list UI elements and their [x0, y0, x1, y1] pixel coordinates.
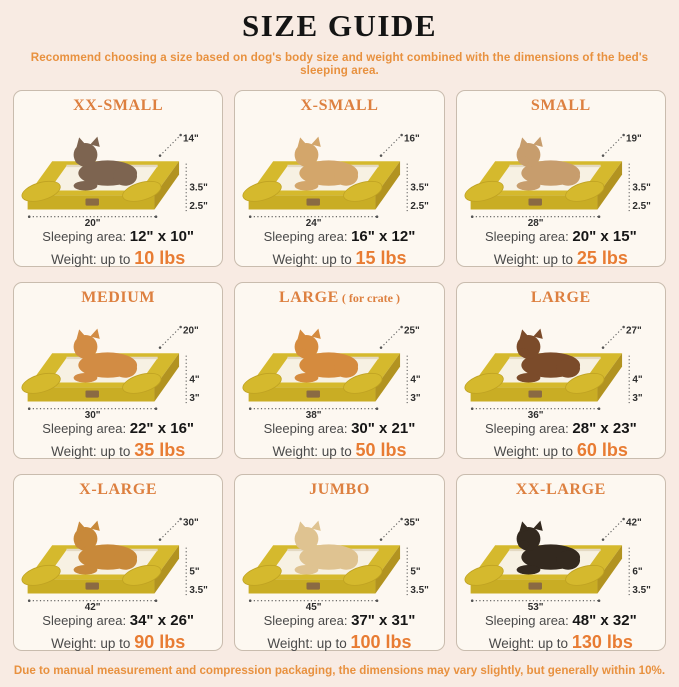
dim-dot [598, 599, 601, 602]
dim-dot [249, 407, 252, 410]
size-card-title [531, 288, 591, 308]
dim-line-depth [160, 327, 181, 348]
sleeping-area-line [264, 419, 416, 439]
size-card-title [79, 480, 157, 500]
size-card [13, 282, 223, 459]
size-grid [13, 90, 666, 651]
sleeping-area-value: 28" x 23" [572, 420, 637, 437]
sleeping-area-value: 30" x 21" [351, 420, 416, 437]
dim-dot [622, 134, 625, 137]
size-name: XX-LARGE [515, 481, 606, 498]
size-card [456, 474, 666, 651]
dim-dot [622, 518, 625, 521]
size-name: MEDIUM [81, 289, 156, 306]
dim-depth-label: 35" [404, 517, 421, 529]
dim-dot [376, 599, 379, 602]
size-name: LARGE [279, 289, 339, 306]
dim-base-height-label: 2.5" [189, 200, 208, 212]
sleeping-area-value: 48" x 32" [572, 612, 637, 629]
weight-value: 10 lbs [134, 248, 186, 268]
size-name-suffix: ( for crate ) [338, 291, 400, 305]
dim-dot [159, 346, 162, 349]
dim-bolster-height-label: 6" [632, 566, 643, 578]
bed-brand-tag [307, 390, 320, 397]
size-card-title [309, 480, 370, 500]
dim-depth-label: 14" [183, 133, 199, 145]
dim-dot [155, 215, 158, 218]
sleeping-area-value: 22" x 16" [129, 420, 195, 437]
dim-dot [180, 134, 183, 137]
dim-dot [598, 407, 601, 410]
dim-dot [180, 326, 183, 329]
dim-base-height-label: 3" [632, 392, 643, 404]
sleeping-area-value: 16" x 12" [351, 228, 416, 245]
dim-bolster-height-label: 3.5" [410, 182, 430, 194]
weight-line [494, 439, 628, 463]
dim-bolster-height-label: 3.5" [189, 182, 208, 194]
dim-dot [598, 215, 601, 218]
bed-brand-tag [86, 198, 99, 205]
dim-dot [471, 215, 474, 218]
weight-line [267, 631, 411, 655]
size-card [456, 282, 666, 459]
dog-bed-drawing [239, 500, 439, 611]
dim-dot [249, 215, 252, 218]
bed-illustration [18, 308, 218, 419]
page-subtitle: Recommend choosing a size based on dog's body size and weight combined with the dimensions of the bed's sleeping area. [30, 51, 649, 77]
size-card [234, 90, 444, 267]
weight-label: Weight: up to [488, 636, 569, 651]
dim-dot [380, 538, 383, 541]
bed-illustration [18, 500, 218, 611]
weight-label: Weight: up to [272, 444, 352, 459]
dim-base-height-label: 3" [189, 392, 200, 404]
dim-dot [380, 346, 383, 349]
sleeping-area-line [42, 419, 194, 439]
dim-dot [376, 407, 379, 410]
dim-line-depth [160, 519, 181, 540]
dim-line-depth [603, 327, 624, 348]
dim-line-depth [382, 327, 403, 348]
dim-bolster-height-label: 4" [189, 374, 200, 386]
dim-depth-label: 20" [183, 325, 199, 337]
dim-base-height-label: 3.5" [410, 584, 430, 596]
sleeping-area-label: Sleeping area: [42, 613, 127, 628]
page-title: SIZE GUIDE [241, 8, 438, 43]
dim-base-height-label: 2.5" [410, 200, 430, 212]
sleeping-area-label: Sleeping area: [484, 421, 569, 436]
weight-value: 50 lbs [355, 440, 407, 460]
dog-bed-drawing [18, 308, 218, 419]
dog-bed-drawing [461, 308, 661, 419]
size-card-title [81, 288, 155, 308]
dim-base-height-label: 2.5" [632, 200, 651, 212]
bed-brand-tag [528, 390, 541, 397]
bed-illustration [18, 116, 218, 227]
weight-line [489, 631, 633, 655]
bed-illustration [461, 500, 661, 611]
sleeping-area-label: Sleeping area: [484, 613, 569, 628]
bed-brand-tag [528, 198, 541, 205]
dim-bolster-height-label: 3.5" [632, 182, 651, 194]
dim-dot [380, 154, 383, 157]
weight-value: 100 lbs [350, 632, 412, 652]
sleeping-area-line [42, 227, 194, 247]
weight-line [272, 247, 406, 271]
dim-depth-label: 30" [183, 517, 199, 529]
dim-line-depth [603, 135, 624, 156]
dim-dot [622, 326, 625, 329]
size-card [13, 90, 223, 267]
dim-width-label: 53" [527, 602, 544, 611]
dim-bolster-height-label: 5" [410, 566, 422, 578]
size-card [13, 474, 223, 651]
weight-value: 15 lbs [355, 248, 407, 268]
dim-dot [401, 326, 404, 329]
bed-illustration [239, 308, 439, 419]
weight-line [494, 247, 628, 271]
dim-dot [602, 154, 605, 157]
dim-dot [155, 599, 158, 602]
sleeping-area-line [42, 611, 194, 631]
dim-dot [471, 599, 474, 602]
weight-value: 60 lbs [576, 440, 628, 460]
sleeping-area-value: 12" x 10" [129, 228, 195, 245]
dim-dot [28, 407, 31, 410]
dim-dot [159, 538, 162, 541]
dim-dot [180, 518, 183, 521]
dog-bed-drawing [461, 500, 661, 611]
dim-depth-label: 27" [625, 325, 642, 337]
dim-dot [155, 407, 158, 410]
size-name: X-LARGE [79, 481, 158, 498]
weight-line [51, 439, 185, 463]
sleeping-area-value: 20" x 15" [572, 228, 637, 245]
weight-value: 35 lbs [134, 440, 186, 460]
bed-illustration [239, 500, 439, 611]
dim-width-label: 28" [527, 218, 544, 227]
size-card [234, 474, 444, 651]
sleeping-area-label: Sleeping area: [263, 613, 348, 628]
bed-illustration [461, 116, 661, 227]
dim-base-height-label: 3.5" [189, 584, 208, 596]
dim-line-depth [382, 519, 403, 540]
dog-bed-drawing [461, 116, 661, 227]
dim-base-height-label: 3.5" [632, 584, 651, 596]
dog-bed-drawing [18, 116, 218, 227]
bed-brand-tag [528, 582, 541, 589]
sleeping-area-line [264, 611, 416, 631]
dim-dot [471, 407, 474, 410]
size-card [234, 282, 444, 459]
size-card-title [73, 96, 163, 116]
dim-width-label: 30" [84, 410, 101, 419]
bed-brand-tag [307, 582, 320, 589]
sleeping-area-label: Sleeping area: [484, 229, 569, 244]
weight-label: Weight: up to [272, 252, 352, 267]
dim-width-label: 38" [306, 410, 322, 419]
dim-bolster-height-label: 4" [410, 374, 422, 386]
sleeping-area-value: 34" x 26" [129, 612, 195, 629]
disclaimer-text: Due to manual measurement and compression packaging, the dimensions may vary slightly, but generally within 10%. [13, 664, 666, 677]
dim-width-label: 24" [306, 218, 322, 227]
weight-label: Weight: up to [51, 252, 131, 267]
size-name: XX-SMALL [73, 97, 164, 114]
weight-label: Weight: up to [51, 636, 131, 651]
weight-label: Weight: up to [267, 636, 347, 651]
dim-dot [376, 215, 379, 218]
weight-line [51, 247, 185, 271]
bed-illustration [461, 308, 661, 419]
dim-depth-label: 42" [625, 517, 642, 529]
size-card-title [516, 480, 606, 500]
weight-line [51, 631, 185, 655]
size-card-title [279, 288, 400, 308]
dog-bed-drawing [239, 308, 439, 419]
dim-depth-label: 16" [404, 133, 421, 145]
bed-brand-tag [307, 198, 320, 205]
size-guide-page [0, 8, 679, 687]
dim-dot [28, 215, 31, 218]
bed-illustration [239, 116, 439, 227]
dim-line-depth [382, 135, 403, 156]
dog-bed-drawing [239, 116, 439, 227]
size-card [456, 90, 666, 267]
sleeping-area-value: 37" x 31" [351, 612, 416, 629]
weight-label: Weight: up to [493, 252, 574, 267]
dim-width-label: 36" [527, 410, 544, 419]
dim-dot [159, 154, 162, 157]
size-name: X-SMALL [300, 97, 379, 114]
dim-width-label: 42" [84, 602, 101, 611]
size-card-title [531, 96, 591, 116]
dim-depth-label: 19" [625, 133, 642, 145]
sleeping-area-label: Sleeping area: [42, 229, 127, 244]
dim-dot [602, 538, 605, 541]
dim-base-height-label: 3" [410, 392, 422, 404]
dim-dot [602, 346, 605, 349]
dim-dot [401, 134, 404, 137]
size-card-title [301, 96, 379, 116]
sleeping-area-label: Sleeping area: [42, 421, 127, 436]
weight-value: 90 lbs [134, 632, 186, 652]
weight-value: 130 lbs [571, 632, 633, 652]
bed-brand-tag [86, 390, 99, 397]
dim-dot [28, 599, 31, 602]
weight-label: Weight: up to [493, 444, 574, 459]
bed-brand-tag [86, 582, 99, 589]
size-name: LARGE [530, 289, 591, 306]
sleeping-area-line [485, 419, 637, 439]
sleeping-area-line [485, 227, 637, 247]
sleeping-area-line [485, 611, 637, 631]
sleeping-area-line [264, 227, 416, 247]
dog-bed-drawing [18, 500, 218, 611]
dim-dot [401, 518, 404, 521]
dim-bolster-height-label: 5" [189, 566, 200, 578]
dim-bolster-height-label: 4" [632, 374, 643, 386]
weight-label: Weight: up to [51, 444, 131, 459]
size-name: SMALL [530, 97, 591, 114]
dim-line-depth [160, 135, 181, 156]
dim-depth-label: 25" [404, 325, 421, 337]
dim-line-depth [603, 519, 624, 540]
sleeping-area-label: Sleeping area: [263, 421, 348, 436]
weight-value: 25 lbs [576, 248, 628, 268]
dim-width-label: 45" [306, 602, 322, 611]
size-name: JUMBO [309, 481, 370, 498]
dim-width-label: 20" [84, 218, 101, 227]
dim-dot [249, 599, 252, 602]
sleeping-area-label: Sleeping area: [263, 229, 348, 244]
weight-line [272, 439, 406, 463]
